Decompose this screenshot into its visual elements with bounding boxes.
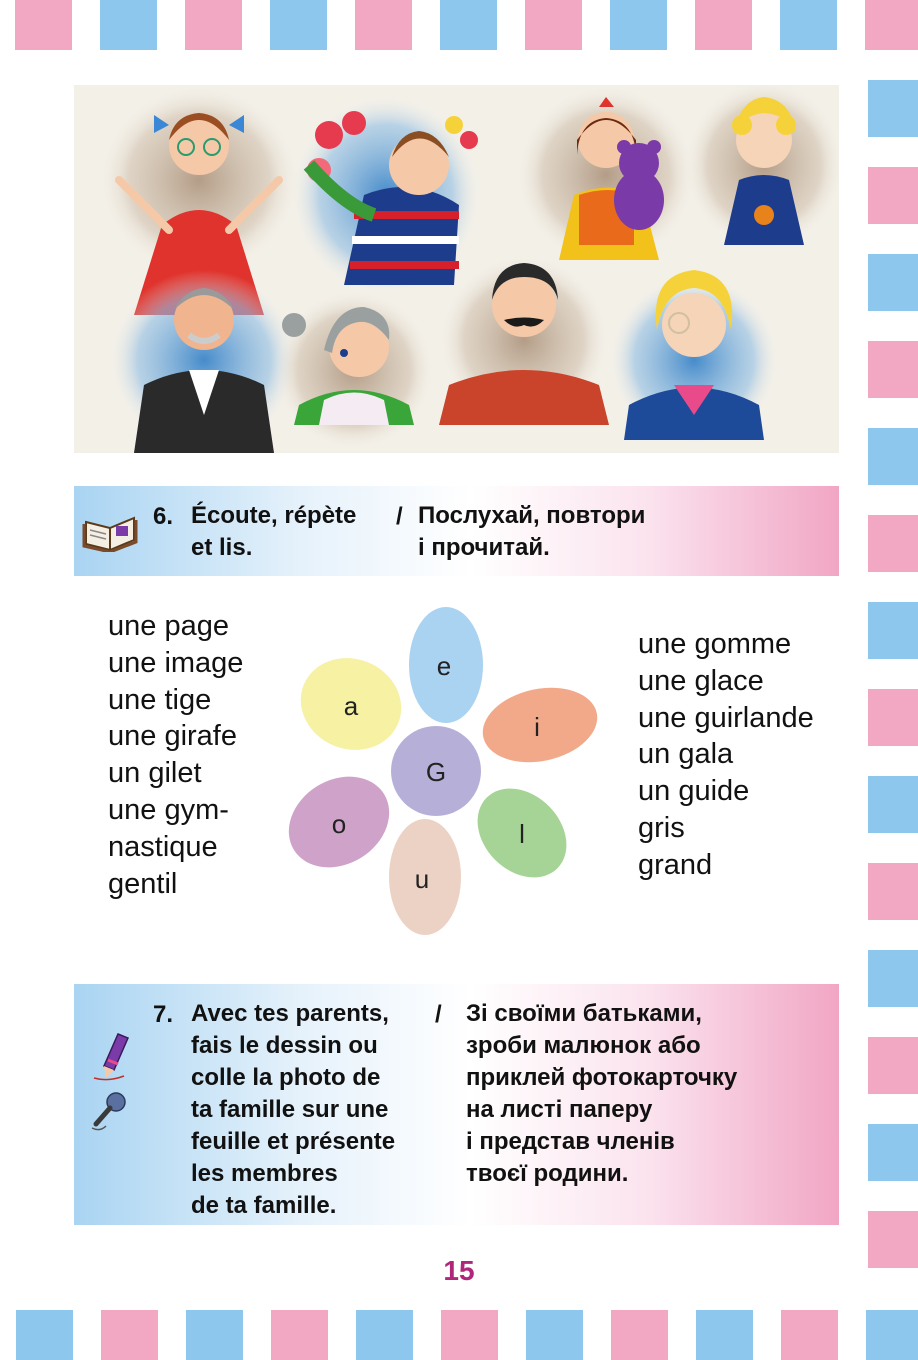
border-square xyxy=(101,1310,158,1360)
border-square xyxy=(16,1310,73,1360)
border-square xyxy=(186,1310,243,1360)
instruction-fr-line: de ta famille. xyxy=(191,1192,337,1219)
border-square xyxy=(868,776,918,833)
exercise-7-banner xyxy=(74,984,839,1225)
border-square xyxy=(271,1310,328,1360)
word-item: nastique xyxy=(108,830,218,863)
border-square xyxy=(355,0,412,50)
grandfather-figure xyxy=(109,270,299,453)
border-square xyxy=(526,1310,583,1360)
border-square xyxy=(868,602,918,659)
word-item: une image xyxy=(108,646,244,679)
word-list-right xyxy=(638,626,814,884)
boy-with-flowers-figure xyxy=(291,95,481,295)
border-square xyxy=(868,950,918,1007)
border-square xyxy=(696,1310,753,1360)
instruction-fr-line: colle la photo de xyxy=(191,1064,381,1091)
exercise-6-banner xyxy=(74,486,839,576)
word-item: une gym- xyxy=(108,793,229,826)
border-square xyxy=(868,1037,918,1094)
petal-letter: e xyxy=(436,651,452,681)
vowel-flower xyxy=(284,605,604,945)
instruction-fr-line: Avec tes parents, xyxy=(191,1000,389,1027)
instruction-fr-line: feuille et présente xyxy=(191,1128,396,1155)
word-item: gris xyxy=(638,811,685,844)
border-square xyxy=(868,341,918,398)
instruction-ua-line: на листі паперу xyxy=(466,1096,653,1123)
border-square xyxy=(356,1310,413,1360)
petal-i xyxy=(476,678,604,773)
border-square xyxy=(440,0,497,50)
exercise-number: 6. xyxy=(153,503,174,530)
exercise-number: 7. xyxy=(153,1001,174,1028)
border-square xyxy=(868,689,918,746)
border-square xyxy=(866,1310,918,1360)
instruction-fr-line: ta famille sur une xyxy=(191,1096,389,1123)
word-item: un gala xyxy=(638,738,734,771)
border-square xyxy=(100,0,157,50)
border-square xyxy=(868,515,918,572)
microphone-icon xyxy=(88,1090,128,1137)
border-square xyxy=(695,0,752,50)
instruction-ua-line: Послухай, повтори xyxy=(418,502,646,529)
blonde-girl-figure xyxy=(684,85,839,250)
word-item: un guide xyxy=(638,775,750,808)
border-square xyxy=(441,1310,498,1360)
flower-center-letter: G xyxy=(425,757,447,787)
word-list-left xyxy=(108,608,243,902)
instruction-ua-line: і прочитай. xyxy=(418,534,550,561)
border-square xyxy=(15,0,72,50)
instruction-fr-line: et lis. xyxy=(191,534,253,561)
word-item: un gilet xyxy=(108,757,202,790)
language-separator: / xyxy=(396,503,403,530)
border-square xyxy=(865,0,918,50)
petal-letter: o xyxy=(331,809,347,839)
instruction-ua-line: твоєї родини. xyxy=(466,1160,629,1187)
border-square xyxy=(868,863,918,920)
girl-with-teddy-bear-figure xyxy=(516,85,696,265)
border-square xyxy=(611,1310,668,1360)
pencil-icon xyxy=(88,1030,134,1087)
border-square xyxy=(868,1124,918,1181)
instruction-ua-line: приклей фотокарточку xyxy=(466,1064,738,1091)
instruction-fr-line: les membres xyxy=(191,1160,338,1187)
petal-letter: i xyxy=(534,712,540,742)
border-square xyxy=(525,0,582,50)
word-item: une guirlande xyxy=(638,701,814,734)
father-figure xyxy=(439,255,609,425)
word-item: une girafe xyxy=(108,720,237,753)
border-square xyxy=(610,0,667,50)
grandmother-figure xyxy=(274,290,434,450)
border-square xyxy=(185,0,242,50)
word-item: une tige xyxy=(108,683,212,716)
word-item: une gomme xyxy=(638,628,792,660)
instruction-ua-line: Зі своїми батьками, xyxy=(466,1000,702,1027)
instruction-ua-line: і представ членів xyxy=(466,1128,675,1155)
family-illustration xyxy=(74,85,839,453)
word-item: gentil xyxy=(108,867,178,900)
petal-letter: a xyxy=(343,691,359,721)
border-square xyxy=(868,428,918,485)
instruction-fr-line: Écoute, répète xyxy=(191,502,357,529)
border-square xyxy=(868,80,918,137)
word-item: une page xyxy=(108,610,229,642)
border-square xyxy=(781,1310,838,1360)
border-square xyxy=(868,167,918,224)
instruction-fr-line: fais le dessin ou xyxy=(191,1032,378,1059)
page-number: 15 xyxy=(443,1255,475,1286)
border-square xyxy=(868,254,918,311)
petal-letter: u xyxy=(414,864,430,894)
petal-letter: l xyxy=(519,819,525,849)
word-item: une glace xyxy=(638,664,764,697)
border-square xyxy=(780,0,837,50)
instruction-ua-line: зроби малюнок або xyxy=(466,1032,701,1059)
mother-figure xyxy=(609,270,779,445)
language-separator: / xyxy=(435,1001,442,1028)
open-book-icon xyxy=(82,512,138,557)
word-item: grand xyxy=(638,848,713,881)
border-square xyxy=(270,0,327,50)
